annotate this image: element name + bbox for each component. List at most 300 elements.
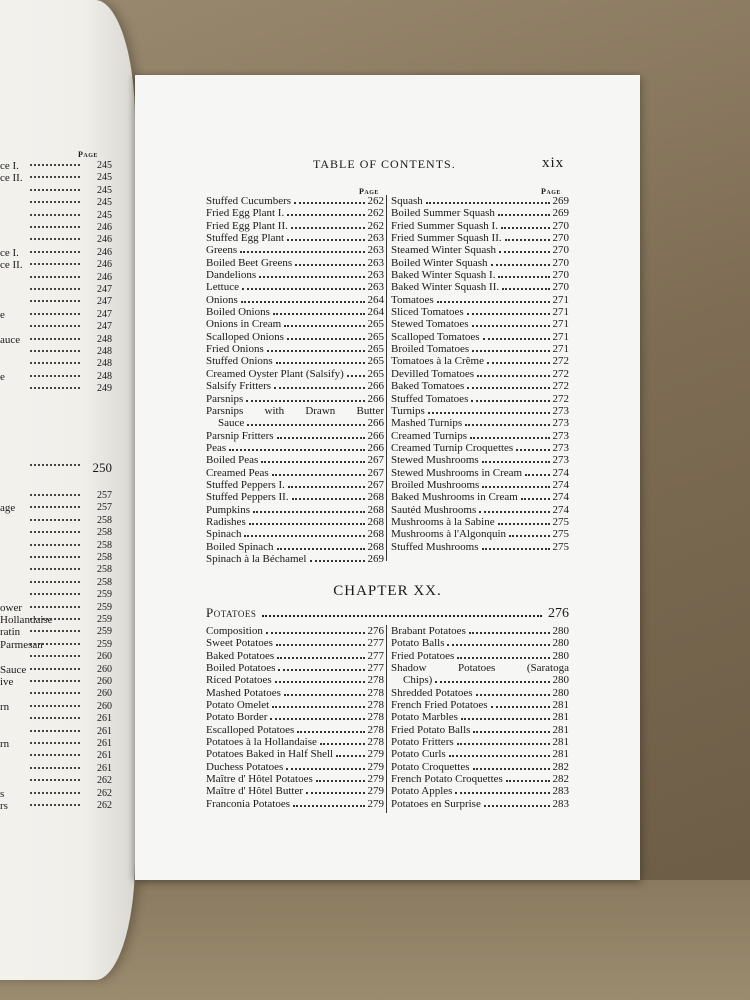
toc-entry[interactable] — [206, 281, 384, 293]
chapter-heading: CHAPTER XX. — [333, 583, 442, 599]
toc-entry-page: 282 — [552, 773, 569, 786]
leader-dots — [242, 288, 365, 290]
leader-dots — [30, 176, 80, 178]
toc-entry[interactable] — [391, 405, 569, 417]
toc-entry[interactable] — [391, 479, 569, 491]
left-page-entry — [0, 664, 120, 676]
toc-entry[interactable] — [206, 430, 384, 442]
toc-entry-page: 262 — [367, 207, 384, 220]
toc-entry-page: 264 — [367, 306, 384, 319]
left-page-entry-page: 259 — [97, 638, 112, 650]
toc-entry[interactable] — [391, 798, 569, 810]
toc-entry[interactable] — [206, 244, 384, 256]
toc-entry-title: Sautéd Mushrooms — [391, 503, 477, 516]
toc-entry[interactable] — [391, 343, 569, 355]
left-page-entry — [0, 589, 120, 601]
leader-dots — [30, 655, 80, 657]
toc-entry[interactable] — [391, 761, 569, 773]
toc-entry-page: 270 — [552, 281, 569, 294]
leader-dots — [284, 325, 364, 327]
toc-entry-page: 265 — [367, 318, 384, 331]
left-page-label: Page — [78, 150, 98, 159]
toc-entry-title: Scalloped Onions — [206, 330, 284, 343]
left-page-entry — [0, 502, 120, 514]
toc-entry-title: Stewed Mushrooms in Cream — [391, 466, 523, 479]
toc-entry[interactable] — [391, 281, 569, 293]
toc-entry[interactable] — [206, 269, 384, 281]
toc-entry-page: 266 — [367, 417, 384, 430]
toc-entry-page: 273 — [552, 417, 569, 430]
toc-entry[interactable] — [391, 687, 569, 699]
leader-dots — [502, 288, 549, 290]
toc-entry-page: 273 — [552, 429, 569, 442]
leader-dots — [467, 387, 549, 389]
toc-entry[interactable] — [206, 674, 384, 686]
leader-dots — [270, 718, 364, 720]
toc-entry[interactable] — [206, 257, 384, 269]
toc-entry-title: Sauce — [218, 417, 245, 430]
toc-entry[interactable] — [391, 637, 569, 649]
left-page-entry — [0, 626, 120, 638]
toc-entry-page: 282 — [552, 760, 569, 773]
toc-entry[interactable] — [206, 220, 384, 232]
leader-dots — [482, 486, 549, 488]
left-page-entry-text: rn — [0, 700, 10, 713]
toc-entry-title: Maître d' Hôtel Butter — [206, 785, 303, 798]
toc-entry-page: 277 — [367, 649, 384, 662]
left-page-entry-page: 258 — [97, 564, 112, 576]
toc-entry-title: Stewed Mushrooms — [391, 454, 479, 467]
leader-dots — [469, 632, 550, 634]
left-page-entry-page: 245 — [97, 172, 112, 184]
left-page-entry-page: 248 — [97, 370, 112, 382]
leader-dots — [276, 362, 365, 364]
toc-entry-title: Creamed Peas — [206, 466, 269, 479]
left-page-entry-page: 246 — [97, 234, 112, 246]
leader-dots — [297, 731, 364, 733]
toc-entry-title: Stuffed Onions — [206, 355, 273, 368]
leader-dots — [30, 692, 80, 694]
toc-entry-page: 263 — [367, 269, 384, 282]
toc-entry-title: Composition — [206, 625, 263, 637]
toc-entry[interactable] — [206, 553, 384, 565]
leader-dots — [30, 387, 80, 389]
leader-dots — [272, 474, 365, 476]
leader-dots — [240, 251, 364, 253]
page-number: xix — [542, 155, 565, 171]
toc-entry-title: Turnips — [391, 404, 425, 417]
toc-entry-title: Potato Marbles — [391, 711, 458, 724]
leader-dots — [457, 743, 550, 745]
toc-entry[interactable] — [206, 442, 384, 454]
leader-dots — [261, 461, 364, 463]
toc-entry-page: 278 — [367, 723, 384, 736]
left-page-entry-page: 245 — [97, 209, 112, 221]
leader-dots — [498, 523, 550, 525]
toc-entry[interactable] — [391, 430, 569, 442]
toc-entry[interactable] — [206, 318, 384, 330]
left-page-entry — [0, 676, 120, 688]
toc-entry-title: Fried Potato Balls — [391, 723, 471, 736]
leader-dots — [498, 276, 549, 278]
toc-entry-page: 283 — [552, 785, 569, 798]
toc-entry[interactable] — [391, 736, 569, 748]
leader-dots — [272, 706, 364, 708]
toc-entry[interactable] — [206, 467, 384, 479]
left-page-entry — [0, 540, 120, 552]
toc-entry[interactable] — [206, 773, 384, 785]
leader-dots — [467, 313, 550, 315]
toc-entry[interactable] — [391, 773, 569, 785]
toc-entry-title: Baked Mushrooms in Cream — [391, 491, 518, 504]
toc-entry-title: Lettuce — [206, 281, 239, 294]
toc-entry[interactable] — [391, 380, 569, 392]
toc-entry-page: 270 — [552, 219, 569, 232]
toc-entry-title: Fried Egg Plant I. — [206, 207, 285, 220]
toc-entry-title: Mushrooms à l'Algonquin — [391, 528, 507, 541]
toc-entry[interactable] — [391, 674, 569, 686]
leader-dots — [336, 755, 364, 757]
toc-entry-title: Sweet Potatoes — [206, 637, 273, 650]
leader-dots — [499, 251, 549, 253]
toc-entry[interactable] — [206, 417, 384, 429]
toc-entry-page: 278 — [367, 736, 384, 749]
left-page-entry-text: Parmesan — [0, 638, 43, 651]
toc-entry[interactable] — [206, 368, 384, 380]
leader-dots — [253, 511, 364, 513]
left-page-entry — [0, 284, 120, 296]
toc-entry-page: 268 — [367, 503, 384, 516]
left-page-entry-page: 258 — [97, 576, 112, 588]
toc-entry-page: 274 — [552, 478, 569, 491]
toc-entry[interactable] — [206, 662, 384, 674]
leader-dots — [30, 593, 80, 595]
leader-dots — [310, 560, 365, 562]
leader-dots — [306, 792, 365, 794]
toc-entry[interactable] — [391, 442, 569, 454]
toc-entry[interactable] — [391, 528, 569, 540]
toc-entry[interactable] — [391, 244, 569, 256]
toc-entry[interactable] — [391, 306, 569, 318]
toc-entry[interactable] — [206, 343, 384, 355]
toc-entry[interactable] — [206, 748, 384, 760]
leader-dots — [30, 730, 80, 732]
leader-dots — [266, 632, 365, 634]
left-page-entry — [0, 296, 120, 308]
toc-entry[interactable] — [391, 748, 569, 760]
left-page-entry — [0, 460, 120, 475]
toc-entry-page: 279 — [367, 785, 384, 798]
left-page-entry — [0, 346, 120, 358]
toc-entry-title: Stewed Tomatoes — [391, 318, 469, 331]
toc-entry[interactable] — [206, 294, 384, 306]
leader-dots — [30, 238, 80, 240]
toc-entry-page: 274 — [552, 466, 569, 479]
toc-entry-page: 271 — [552, 343, 569, 356]
toc-entry-title: Boiled Onions — [206, 306, 270, 319]
leader-dots — [30, 300, 80, 302]
column-page-label-right: Page — [541, 187, 561, 196]
leader-dots — [30, 362, 80, 364]
toc-entry-page: 281 — [552, 748, 569, 761]
section-page: 276 — [548, 606, 569, 621]
toc-entry[interactable] — [206, 232, 384, 244]
leader-dots — [473, 731, 549, 733]
toc-entry[interactable] — [206, 625, 384, 637]
leader-dots — [246, 400, 364, 402]
leader-dots — [273, 313, 365, 315]
left-page-entry — [0, 564, 120, 576]
left-page-entry — [0, 763, 120, 775]
leader-dots — [30, 618, 80, 620]
toc-entry[interactable] — [206, 711, 384, 723]
left-page-entry-text: e — [0, 370, 5, 383]
leader-dots — [506, 780, 550, 782]
leader-dots — [229, 449, 364, 451]
toc-entry[interactable] — [391, 491, 569, 503]
toc-entry[interactable] — [206, 541, 384, 553]
toc-entry[interactable] — [206, 195, 384, 207]
toc-entry-page: 278 — [367, 711, 384, 724]
toc-entry[interactable] — [391, 504, 569, 516]
toc-entry-page: 271 — [552, 306, 569, 319]
toc-entry[interactable] — [206, 479, 384, 491]
left-page-entry-page: 261 — [97, 762, 112, 774]
left-page-entry-page: 260 — [97, 663, 112, 675]
toc-entry-page: 280 — [552, 686, 569, 699]
toc-entry-title: French Fried Potatoes — [391, 699, 488, 712]
leader-dots — [30, 531, 80, 533]
toc-entry[interactable] — [391, 318, 569, 330]
toc-entry-page: 281 — [552, 736, 569, 749]
toc-entry[interactable] — [391, 541, 569, 553]
toc-entry[interactable] — [391, 393, 569, 405]
leader-dots — [449, 755, 550, 757]
left-page-entry — [0, 788, 120, 800]
left-page-entry-page: 258 — [97, 539, 112, 551]
toc-entry[interactable] — [391, 625, 569, 637]
toc-entry[interactable] — [206, 528, 384, 540]
toc-entry-page: 268 — [367, 491, 384, 504]
leader-dots — [30, 705, 80, 707]
toc-entry-page: 265 — [367, 330, 384, 343]
toc-entry[interactable] — [206, 761, 384, 773]
left-page-entry-page: 246 — [97, 246, 112, 258]
leader-dots — [491, 264, 550, 266]
toc-entry[interactable] — [206, 650, 384, 662]
leader-dots — [30, 767, 80, 769]
toc-entry-page: 263 — [367, 281, 384, 294]
toc-entry-title: Fried Potatoes — [391, 649, 455, 662]
toc-entry-page: 265 — [367, 367, 384, 380]
toc-entry[interactable] — [206, 331, 384, 343]
toc-entry-title: Potato Curls — [391, 748, 446, 761]
toc-entry-page: 269 — [552, 195, 569, 207]
leader-dots — [30, 494, 80, 496]
left-page-entry-page: 247 — [97, 308, 112, 320]
leader-dots — [476, 694, 550, 696]
toc-entry[interactable] — [391, 711, 569, 723]
leader-dots — [287, 214, 364, 216]
leader-dots — [30, 519, 80, 521]
toc-entry-title: Stuffed Tomatoes — [391, 392, 469, 405]
toc-entry[interactable] — [391, 269, 569, 281]
leader-dots — [30, 792, 80, 794]
toc-entry-page: 279 — [367, 797, 384, 810]
left-page-entry — [0, 160, 120, 172]
toc-entry-page: 264 — [367, 293, 384, 306]
toc-entry-title: Boiled Potatoes — [206, 662, 276, 675]
leader-dots — [247, 424, 364, 426]
left-page-entry — [0, 515, 120, 527]
left-page-entry — [0, 713, 120, 725]
toc-entry-title: Potato Balls — [391, 637, 445, 650]
leader-dots — [294, 202, 364, 204]
toc-entry[interactable] — [391, 699, 569, 711]
toc-entry-page: 266 — [367, 429, 384, 442]
leader-dots — [287, 338, 365, 340]
toc-entry[interactable] — [391, 417, 569, 429]
toc-entry[interactable] — [206, 687, 384, 699]
leader-dots — [30, 717, 80, 719]
left-page-entry — [0, 577, 120, 589]
toc-entry-title: Radishes — [206, 515, 246, 528]
toc-entry-title: Baked Winter Squash II. — [391, 281, 500, 294]
leader-dots — [30, 568, 80, 570]
leader-dots — [347, 375, 365, 377]
leader-dots — [277, 437, 365, 439]
leader-dots — [274, 387, 364, 389]
leader-dots — [30, 506, 80, 508]
leader-dots — [267, 350, 365, 352]
toc-entry[interactable] — [391, 355, 569, 367]
left-page-entry-page: 257 — [97, 502, 112, 514]
toc-entry[interactable] — [391, 232, 569, 244]
toc-entry[interactable] — [206, 637, 384, 649]
toc-entry[interactable] — [391, 516, 569, 528]
toc-entry-title: Potatoes à la Hollandaise — [206, 736, 317, 749]
toc-entry-page: 271 — [552, 293, 569, 306]
toc-entry-page: 277 — [367, 637, 384, 650]
left-page-entry-page: 245 — [97, 197, 112, 209]
left-page-entry-page: 246 — [97, 222, 112, 233]
toc-entry[interactable] — [391, 467, 569, 479]
toc-entry[interactable] — [391, 724, 569, 736]
left-page-entry-text: ive — [0, 676, 14, 688]
section-entry[interactable] — [206, 605, 569, 622]
toc-entry[interactable] — [391, 195, 569, 207]
left-page-entry-text: auce — [0, 333, 21, 346]
toc-entry-title: Potato Apples — [391, 785, 453, 798]
toc-entry-page: 272 — [552, 367, 569, 380]
toc-entry-page: 266 — [367, 380, 384, 393]
leader-dots — [471, 400, 549, 402]
toc-entry[interactable] — [206, 207, 384, 219]
leader-dots — [30, 338, 80, 340]
toc-entry[interactable] — [206, 380, 384, 392]
toc-entry[interactable] — [206, 491, 384, 503]
toc-entry-page: 273 — [552, 441, 569, 454]
toc-entry[interactable] — [206, 306, 384, 318]
leader-dots — [30, 313, 80, 315]
leader-dots — [30, 754, 80, 756]
toc-entry[interactable] — [391, 331, 569, 343]
toc-entry-page: 270 — [552, 256, 569, 269]
left-page-entry-page: 262 — [97, 787, 112, 799]
toc-entry[interactable] — [391, 257, 569, 269]
leader-dots — [473, 768, 550, 770]
leader-dots — [30, 668, 80, 670]
toc-entry-title: Spinach — [206, 528, 242, 541]
toc-entry[interactable] — [391, 220, 569, 232]
toc-entry-title: Boiled Summer Squash — [391, 207, 495, 220]
toc-entry[interactable] — [391, 207, 569, 219]
leader-dots — [30, 288, 80, 290]
left-page-entry — [0, 172, 120, 184]
toc-entry-title: Shadow Potatoes (Saratoga — [391, 662, 569, 675]
left-page-entry-text: rs — [0, 800, 8, 812]
toc-entry-title: Tomatoes à la Crême — [391, 355, 485, 368]
toc-entry[interactable] — [206, 736, 384, 748]
toc-entry-title: Fried Onions — [206, 343, 264, 356]
toc-entry[interactable] — [391, 368, 569, 380]
toc-entry-page: 267 — [367, 466, 384, 479]
leader-dots — [30, 606, 80, 608]
left-page-entry — [0, 750, 120, 762]
left-page-entry-page: 246 — [97, 259, 112, 271]
toc-entry[interactable] — [206, 699, 384, 711]
toc-entry-title: Boiled Beet Greens — [206, 256, 293, 269]
left-page-entry-page: 262 — [97, 775, 112, 787]
toc-entry[interactable] — [206, 785, 384, 797]
toc-entry-page: 281 — [552, 711, 569, 724]
toc-entry[interactable] — [206, 798, 384, 810]
toc-entry[interactable] — [206, 454, 384, 466]
leader-dots — [30, 544, 80, 546]
leader-dots — [30, 251, 80, 253]
left-page-entry-page: 258 — [97, 527, 112, 539]
leader-dots — [426, 202, 550, 204]
toc-entry-page: 280 — [552, 625, 569, 637]
toc-entry[interactable] — [206, 504, 384, 516]
toc-entry[interactable] — [391, 662, 569, 674]
toc-entry[interactable] — [391, 294, 569, 306]
leader-dots — [284, 694, 365, 696]
toc-entry-page: 268 — [367, 528, 384, 541]
leader-dots — [521, 498, 550, 500]
toc-entry-title: Steamed Winter Squash — [391, 244, 497, 257]
toc-entry[interactable] — [391, 454, 569, 466]
toc-entry[interactable] — [206, 393, 384, 405]
toc-entry-page: 283 — [552, 797, 569, 810]
toc-top-right-column — [391, 195, 569, 553]
toc-entry-title: Devilled Tomatoes — [391, 367, 475, 380]
toc-entry[interactable] — [206, 405, 384, 417]
left-page-entry — [0, 726, 120, 738]
toc-entry[interactable] — [206, 355, 384, 367]
toc-entry[interactable] — [206, 516, 384, 528]
leader-dots — [435, 681, 549, 683]
left-page-entry-page: 248 — [97, 358, 112, 370]
toc-entry-title: Parsnips with Drawn Butter — [206, 404, 384, 417]
toc-entry[interactable] — [391, 650, 569, 662]
toc-entry[interactable] — [391, 785, 569, 797]
toc-entry-page: 262 — [367, 219, 384, 232]
toc-entry[interactable] — [206, 724, 384, 736]
toc-entry-page: 265 — [367, 343, 384, 356]
toc-entry-page: 266 — [367, 392, 384, 405]
toc-entry-page: 263 — [367, 256, 384, 269]
